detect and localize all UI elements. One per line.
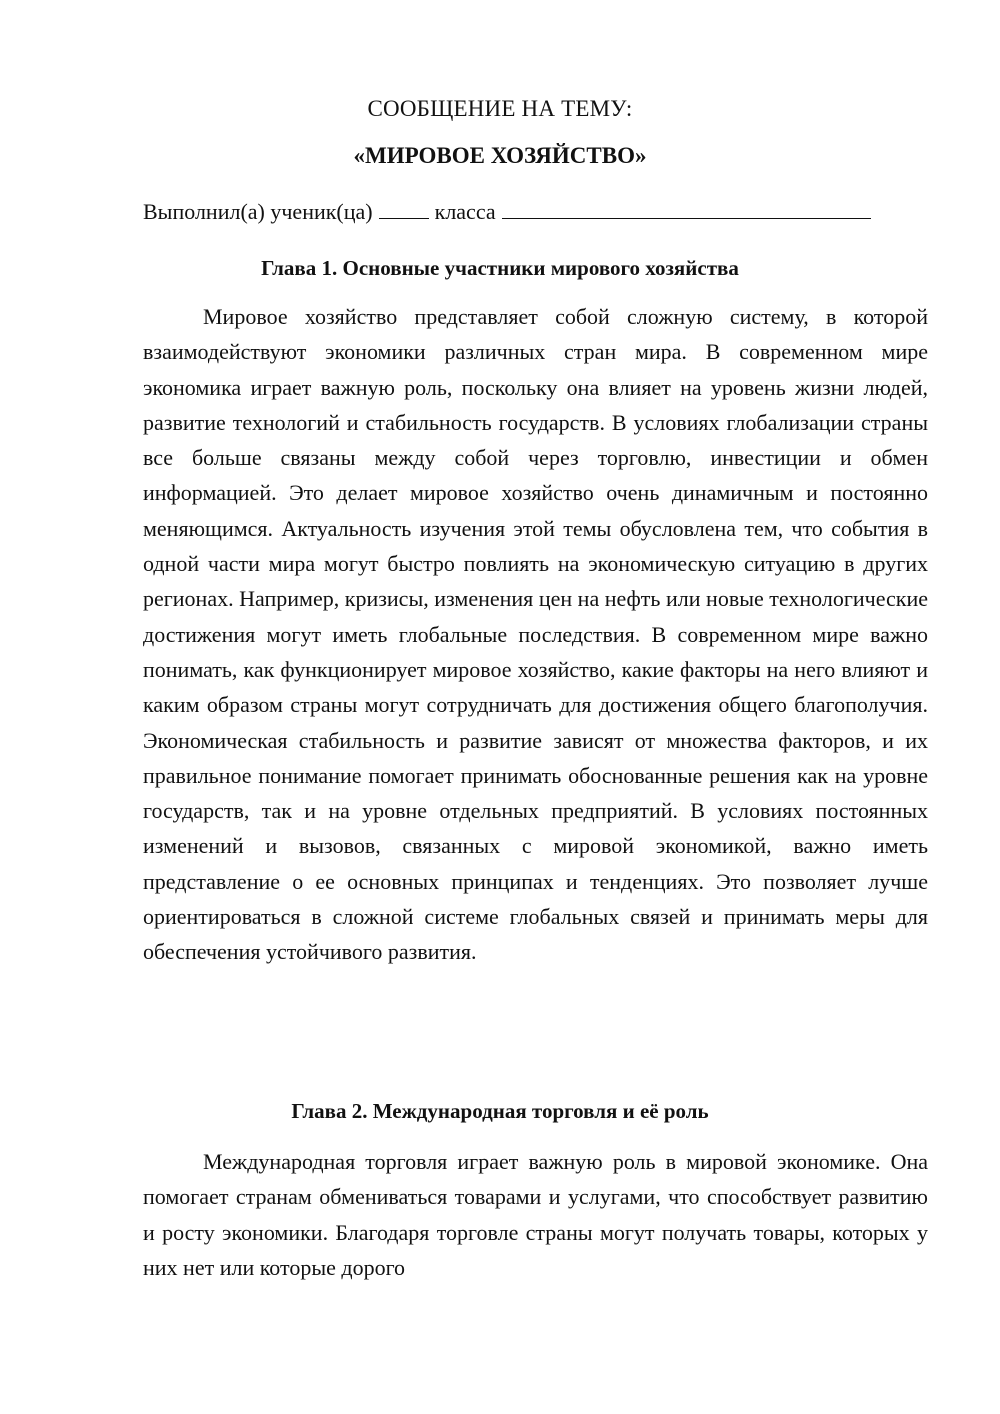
class-number-blank (379, 198, 429, 219)
author-line (143, 198, 871, 226)
document-title-line-2: «МИРОВОЕ ХОЗЯЙСТВО» (353, 143, 647, 168)
chapter-1-heading: Глава 1. Основные участники мирового хозяйства (261, 256, 739, 280)
chapter-2-heading: Глава 2. Международная торговля и её роль (291, 1099, 709, 1123)
chapter-2-paragraph: Международная торговля играет важную роль в мировой экономике. Она помогает странам обмениваться товарами и услугами, что способствует развитию и росту экономики. Благодаря торговле страны могут получать товары, которых у них нет или которые дорого (143, 1149, 928, 1280)
chapter-1-paragraph: Мировое хозяйство представляет собой сложную систему, в которой взаимодействуют экономики различных стран мира. В современном мире экономика играет важную роль, поскольку она влияет на уровень жизни людей, развитие технологий и стабильность государств. В условиях глобализации страны все больше связаны между собой через торговлю, инвестиции и обмен информацией. Это делает мировое хозяйство очень динамичным и постоянно меняющимся. Актуальность изучения этой темы обусловлена тем, что события в одной части мира могут быстро повлиять на экономическую ситуацию в других регионах. Например, кризисы, изменения цен на нефть или новые технологические достижения могут иметь глобальные последствия. В современном мире важно понимать, как функционирует мировое хозяйство, какие факторы на него влияют и каким образом страны могут сотрудничать для достижения общего благополучия. Экономическая стабильность и развитие зависят от множества факторов, и их правильное понимание помогает принимать обоснованные решения как на уровне государств, так и на уровне отдельных предприятий. В условиях постоянных изменений и вызовов, связанных с мировой экономикой, важно иметь представление о ее основных принципах и тенденциях. Это позволяет лучше ориентироваться в сложной системе глобальных связей и принимать меры для обеспечения устойчивого развития. (143, 304, 928, 965)
student-name-blank (502, 198, 871, 219)
author-prefix: Выполнил(а) ученик(ца) (143, 199, 373, 224)
author-class-word: класса (434, 199, 496, 224)
document-title-line-1: СООБЩЕНИЕ НА ТЕМУ: (367, 96, 633, 121)
